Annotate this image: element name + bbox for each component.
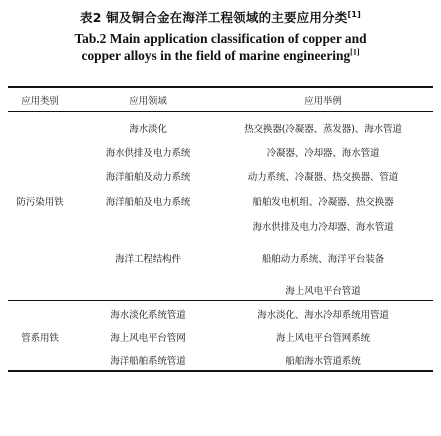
table-cell-example: 热交换器(冷凝器、蒸发器)、海水管道	[244, 124, 402, 135]
table-cell-category: 管系用铁	[21, 333, 59, 344]
table-cell-example: 动力系统、冷凝器、热交换器、管道	[247, 172, 399, 183]
table-bottom-rule	[8, 370, 433, 372]
table-title-chinese-ref: [1]	[347, 9, 361, 19]
table-cell-field: 海水供排及电力系统	[105, 148, 191, 159]
table-cell-field: 海水淡化	[129, 124, 167, 135]
table-cell-example: 海水供排及电力冷却器、海水管道	[252, 222, 394, 233]
table-cell-example: 冷凝器、冷却器、海水管道	[266, 148, 380, 159]
table-cell-field: 海洋船舶系统管道	[110, 356, 186, 367]
table-cell-example: 海上风电平台管道	[285, 286, 361, 297]
table-cell-example: 海上风电平台管网系统	[275, 333, 371, 344]
header-rule	[8, 111, 433, 112]
table-cell-field: 海洋工程结构件	[115, 254, 181, 265]
table-cell-example: 船舶海水管道系统	[285, 356, 361, 367]
table-title-english-ref: [1]	[350, 47, 360, 57]
group-separator-rule	[8, 300, 433, 301]
table-title-chinese	[0, 8, 441, 26]
header-field: 应用领域	[129, 96, 167, 107]
table-title-english-line2-wrap	[10, 47, 431, 64]
table-cell-category: 防污染用铁	[16, 197, 64, 208]
table-cell-field: 海上风电平台管网	[110, 333, 186, 344]
table-cell-example: 船舶动力系统、海洋平台装备	[261, 254, 385, 265]
table-cell-example: 船舶发电机组、冷凝器、热交换器	[252, 197, 394, 208]
table-cell-field: 海水淡化系统管道	[110, 310, 186, 321]
table-title-english-line2: copper alloys in the field of marine engineering	[81, 48, 351, 63]
header-category: 应用类别	[21, 96, 59, 107]
table-cell-example: 海水淡化、海水冷却系统用管道	[257, 310, 389, 321]
header-example: 应用举例	[304, 96, 342, 107]
table-cell-field: 海洋船舶及电力系统	[105, 197, 191, 208]
table-title-chinese-text: 表2 铜及铜合金在海洋工程领域的主要应用分类	[80, 10, 348, 25]
table-top-rule	[8, 86, 433, 88]
table-title-english-line1: Tab.2 Main application classification of copper and	[74, 31, 367, 46]
table-title-english	[10, 30, 431, 64]
table-cell-field: 海洋船舶及动力系统	[105, 172, 191, 183]
